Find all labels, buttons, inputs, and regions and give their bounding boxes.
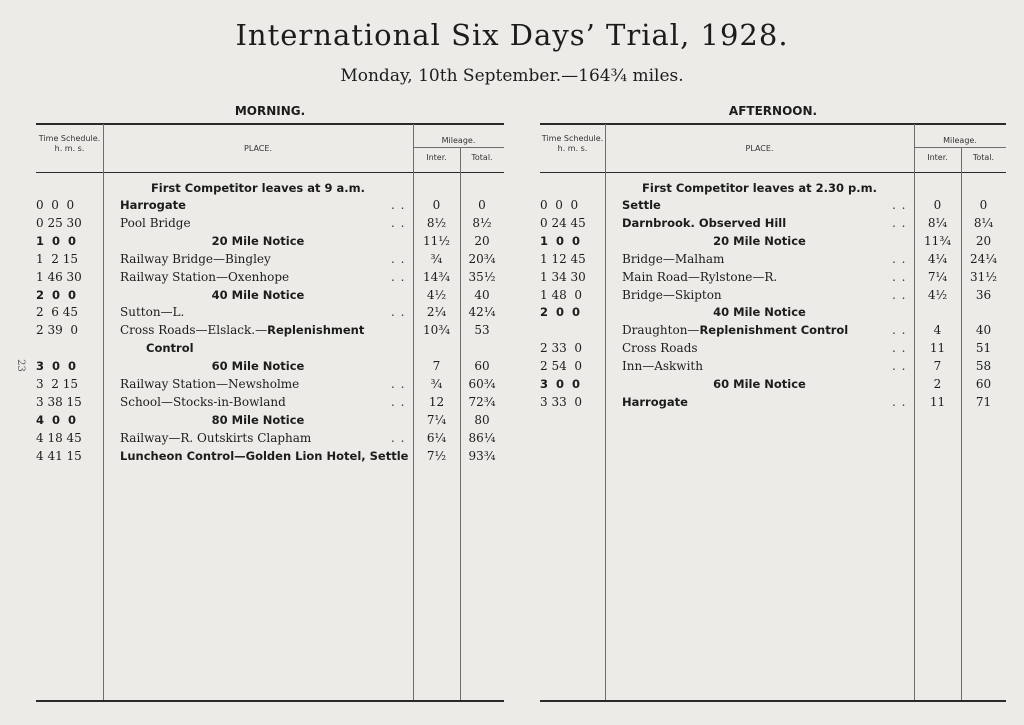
total-mileage: 86¼ <box>468 430 496 445</box>
table-row <box>0 303 1024 321</box>
morning-first-competitor: First Competitor leaves at 9 a.m. <box>150 181 366 195</box>
leader-dots: . . <box>391 305 406 320</box>
total-mileage: 40 <box>975 323 992 338</box>
leader-dots: . . <box>391 377 406 391</box>
total-mileage: 35½ <box>468 269 496 284</box>
time-cell: 3 38 15 <box>36 394 82 409</box>
inter-mileage: 0 <box>432 198 441 212</box>
inter-mileage: 2¼ <box>426 305 447 320</box>
place-cell <box>622 214 786 232</box>
inter-mileage: 10¾ <box>423 323 450 338</box>
morning-inter-header: Inter. <box>426 153 447 162</box>
inter-mileage: 8¼ <box>927 215 948 230</box>
leader-dots: . . <box>892 341 907 356</box>
inter-mileage: 12 <box>428 394 445 409</box>
afternoon-first-competitor: First Competitor leaves at 2.30 p.m. <box>642 181 877 195</box>
table-row <box>0 196 1024 214</box>
total-mileage: 58 <box>975 359 992 374</box>
morning-mileage-header: Mileage. <box>441 136 476 145</box>
afternoon-total-header: Total. <box>972 153 995 162</box>
inter-mileage: 7½ <box>426 448 447 463</box>
notice-cell: 20 Mile Notice <box>713 233 806 248</box>
time-header-label: Time Schedule. <box>38 134 101 143</box>
time-cell: 1 48 0 <box>540 287 582 302</box>
notice-cell: 40 Mile Notice <box>211 287 305 302</box>
morning-time-header <box>36 134 103 154</box>
inter-mileage: 6¼ <box>426 430 447 445</box>
inter-mileage: 7 <box>432 359 441 374</box>
total-mileage: 8½ <box>472 215 492 230</box>
hms-header-label: h. m. s. <box>54 144 85 153</box>
afternoon-place-header: PLACE. <box>745 144 774 153</box>
notice-cell: 20 Mile Notice <box>211 233 305 248</box>
total-mileage: 24¼ <box>970 251 997 266</box>
total-mileage: 60 <box>975 377 992 391</box>
total-mileage: 93¾ <box>468 448 496 463</box>
notice-cell: 60 Mile Notice <box>713 377 806 391</box>
place-text: Cross Roads <box>622 341 698 356</box>
morning-mileage-rule <box>413 147 504 148</box>
time-cell: 3 2 15 <box>36 377 78 391</box>
morning-top-rule <box>36 123 504 125</box>
inter-mileage: 4¼ <box>927 251 948 266</box>
table-row <box>0 411 1024 429</box>
inter-mileage: 11¾ <box>924 233 951 248</box>
inter-mileage: 4 <box>933 323 942 338</box>
time-cell: 0 0 0 <box>36 198 75 212</box>
leader-dots: . . <box>892 359 907 374</box>
time-cell: 3 0 0 <box>540 377 581 391</box>
total-mileage: 20 <box>975 233 992 248</box>
time-cell: 1 12 45 <box>540 251 586 266</box>
morning-total-header: Total. <box>471 153 493 162</box>
leader-dots: . . <box>892 269 907 284</box>
table-row <box>0 357 1024 375</box>
place-text: Main Road—Rylstone—R. <box>622 269 778 284</box>
time-cell: 2 33 0 <box>540 341 582 356</box>
place-text: Railway Station—Oxenhope <box>120 269 290 284</box>
total-mileage: 20¾ <box>468 251 496 266</box>
total-mileage: 36 <box>975 287 992 302</box>
place-text: Harrogate <box>120 198 186 212</box>
place-cell <box>120 429 311 447</box>
place-text: Railway Bridge—Bingley <box>120 251 271 266</box>
leader-dots: . . <box>391 251 406 266</box>
notice-cell: 40 Mile Notice <box>713 305 806 320</box>
time-cell: 3 0 0 <box>36 359 77 374</box>
time-cell: 4 41 15 <box>36 448 82 463</box>
time-cell: 3 33 0 <box>540 394 582 409</box>
table-row <box>0 339 1024 357</box>
table-row <box>0 321 1024 339</box>
total-mileage: 60 <box>474 359 490 374</box>
place-text-bold: Luncheon Control—Golden Lion Hotel, Settle <box>120 448 409 463</box>
table-row <box>0 250 1024 268</box>
total-mileage: 71 <box>975 394 992 409</box>
inter-mileage: 7¼ <box>927 269 948 284</box>
total-mileage: 0 <box>979 198 988 212</box>
place-text: Railway Station—Newsholme <box>120 377 300 391</box>
table-row <box>0 268 1024 286</box>
leader-dots: . . <box>892 215 907 230</box>
table-row <box>0 447 1024 465</box>
total-mileage: 42¼ <box>468 305 496 320</box>
place-text: Bridge—Skipton <box>622 287 722 302</box>
total-mileage: 0 <box>478 198 486 212</box>
time-cell: 2 0 0 <box>540 305 581 320</box>
morning-header-rule <box>36 172 504 173</box>
afternoon-mileage-rule <box>914 147 1006 148</box>
inter-mileage: 4½ <box>426 287 447 302</box>
place-text: Harrogate <box>622 394 688 409</box>
afternoon-time-header <box>540 134 605 154</box>
leader-dots: . . <box>391 430 406 445</box>
inter-mileage: 11 <box>929 341 946 356</box>
time-cell: 2 39 0 <box>36 323 78 338</box>
time-cell: 1 34 30 <box>540 269 586 284</box>
place-text-bold: Replenishment Control <box>699 323 849 338</box>
inter-mileage: ¾ <box>430 251 443 266</box>
place-text: Pool Bridge <box>120 215 191 230</box>
table-row <box>0 232 1024 250</box>
total-mileage: 53 <box>474 323 490 338</box>
inter-mileage: 11½ <box>423 233 450 248</box>
total-mileage: 72¾ <box>468 394 496 409</box>
time-cell: 2 54 0 <box>540 359 582 374</box>
place-cell-continued: Control <box>146 341 194 356</box>
place-cell <box>622 357 703 375</box>
time-cell: 1 46 30 <box>36 269 82 284</box>
place-cell <box>622 268 777 286</box>
table-row <box>0 375 1024 393</box>
total-mileage: 20 <box>474 233 490 248</box>
page-subtitle: Monday, 10th September.—164¾ miles. <box>340 66 684 86</box>
table-row <box>0 214 1024 232</box>
place-cell <box>622 339 698 357</box>
table-row <box>0 286 1024 304</box>
inter-mileage: 4½ <box>927 287 948 302</box>
place-text: Inn—Askwith <box>622 359 703 374</box>
inter-mileage: 0 <box>933 198 942 212</box>
leader-dots: . . <box>892 287 907 302</box>
total-mileage: 31½ <box>970 269 997 284</box>
place-text: Bridge—Malham <box>622 251 725 266</box>
morning-heading: MORNING. <box>234 104 306 118</box>
place-cell <box>622 250 724 268</box>
time-cell: 1 2 15 <box>36 251 78 266</box>
leader-dots: . . <box>892 394 907 409</box>
inter-mileage: 11 <box>929 394 946 409</box>
total-mileage: 8¼ <box>973 215 994 230</box>
morning-place-header: PLACE. <box>244 144 272 153</box>
leader-dots: . . <box>391 269 406 284</box>
time-cell: 0 0 0 <box>540 198 579 212</box>
place-cell <box>622 321 848 339</box>
table-row <box>0 429 1024 447</box>
leader-dots: . . <box>391 198 406 212</box>
inter-mileage: 8½ <box>426 215 447 230</box>
place-cell <box>622 286 722 304</box>
place-text: Railway—R. Outskirts Clapham <box>120 430 312 445</box>
time-cell: 0 25 30 <box>36 215 82 230</box>
leader-dots: . . <box>892 323 907 338</box>
afternoon-top-rule <box>540 123 1006 125</box>
page-title: International Six Days’ Trial, 1928. <box>235 18 789 52</box>
leader-dots: . . <box>892 198 907 212</box>
time-cell: 4 0 0 <box>36 412 77 427</box>
table-row <box>0 393 1024 411</box>
place-cell <box>120 447 408 465</box>
place-cell <box>622 393 688 411</box>
place-text: Settle <box>622 198 661 212</box>
afternoon-mileage-header: Mileage. <box>943 136 977 145</box>
time-cell: 0 24 45 <box>540 215 586 230</box>
inter-mileage: 14¾ <box>423 269 450 284</box>
morning-bottom-rule <box>36 700 504 702</box>
notice-cell: 60 Mile Notice <box>211 359 305 374</box>
afternoon-heading: AFTERNOON. <box>728 104 818 118</box>
afternoon-header-rule <box>540 172 1006 173</box>
time-cell: 1 0 0 <box>36 233 77 248</box>
place-text: Sutton—L. <box>120 305 185 320</box>
time-cell: 4 18 45 <box>36 430 82 445</box>
total-mileage: 51 <box>975 341 992 356</box>
place-text: Cross Roads—Elslack.— <box>120 323 268 338</box>
place-text-bold: Darnbrook. Observed Hill <box>622 215 787 230</box>
leader-dots: . . <box>892 251 907 266</box>
place-cell <box>622 196 661 214</box>
inter-mileage: ¾ <box>430 377 443 391</box>
inter-mileage: 7¼ <box>426 412 447 427</box>
time-cell: 2 0 0 <box>36 287 77 302</box>
time-header-label: Time Schedule. <box>541 134 604 143</box>
inter-mileage: 2 <box>933 377 942 391</box>
total-mileage: 80 <box>474 412 490 427</box>
leader-dots: . . <box>391 394 406 409</box>
time-cell: 1 0 0 <box>540 233 581 248</box>
notice-cell: 80 Mile Notice <box>211 412 305 427</box>
place-text: School—Stocks-in-Bowland <box>120 394 286 409</box>
total-mileage: 40 <box>474 287 490 302</box>
inter-mileage: 7 <box>933 359 942 374</box>
afternoon-bottom-rule <box>540 700 1006 702</box>
page-number: 23 <box>14 359 26 372</box>
afternoon-inter-header: Inter. <box>927 153 948 162</box>
place-text: Draughton— <box>622 323 700 338</box>
place-text-bold: Replenishment <box>267 323 365 338</box>
total-mileage: 60¾ <box>468 377 496 391</box>
hms-header-label: h. m. s. <box>557 144 588 153</box>
leader-dots: . . <box>391 215 406 230</box>
time-cell: 2 6 45 <box>36 305 78 320</box>
